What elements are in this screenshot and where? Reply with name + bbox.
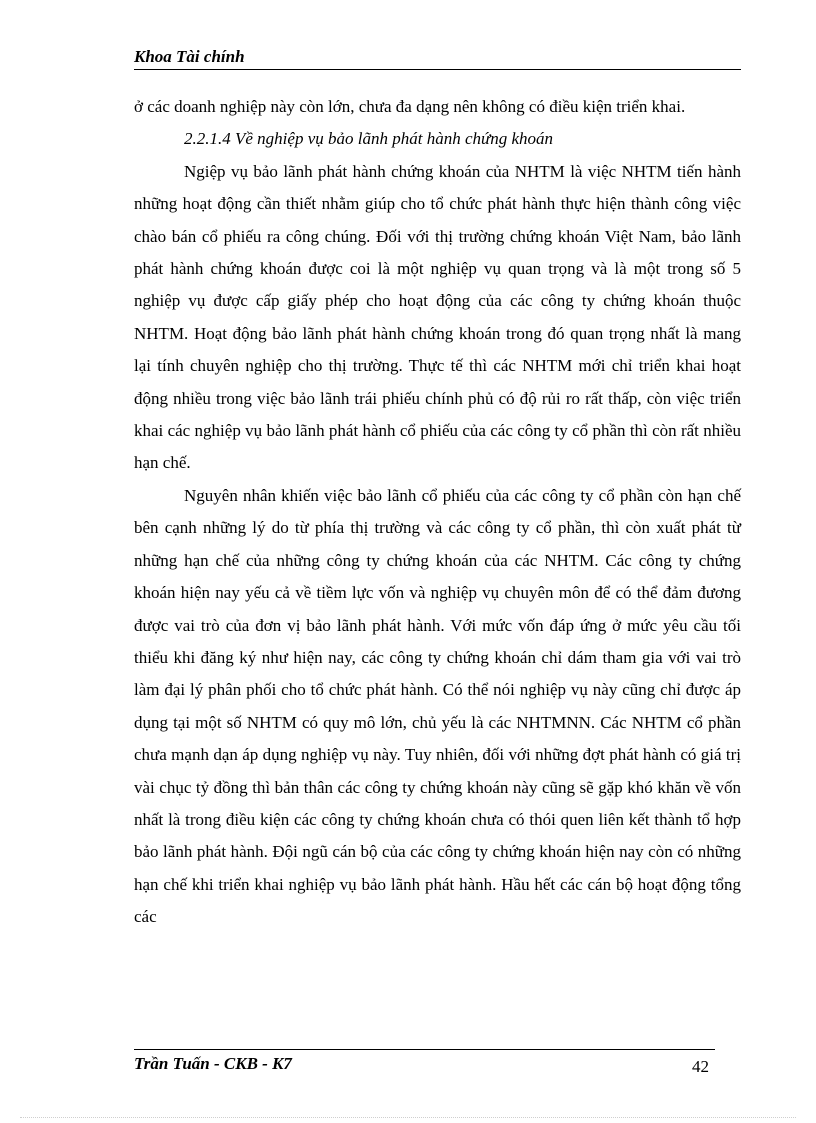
page-number: 42 xyxy=(692,1057,709,1076)
document-body xyxy=(134,91,741,934)
paragraph: Ngiệp vụ bảo lãnh phát hành chứng khoán của NHTM là việc NHTM tiến hành những hoạt động cần thiết nhằm giúp cho tổ chức phát hành thực hiện thành công việc chào bán cổ phiếu ra công chúng. Đối với thị trường chứng khoán Việt Nam, bảo lãnh phát hành chứng khoán được coi là một nghiệp vụ quan trọng và là một trong số 5 nghiệp vụ được cấp giấy phép cho hoạt động của các công ty chứng khoán thuộc NHTM. Hoạt động bảo lãnh phát hành chứng khoán trong đó quan trọng nhất là mang lại tính chuyên nghiệp cho thị trường. Thực tế thì các NHTM mới chỉ triển khai hoạt động nhiều trong việc bảo lãnh trái phiếu chính phủ có độ rủi ro rất thấp, còn việc triển khai các nghiệp vụ bảo lãnh phát hành cổ phiếu của các công ty cổ phần thì còn rất nhiều hạn chế. xyxy=(134,161,741,473)
header-divider xyxy=(134,69,741,70)
footer-author: Trần Tuấn - CKB - K7 xyxy=(134,1054,292,1073)
paragraph-continuation: ở các doanh nghiệp này còn lớn, chưa đa dạng nên không có điều kiện triển khai. xyxy=(134,97,686,116)
page-edge-divider xyxy=(20,1117,796,1118)
paragraph: Nguyên nhân khiến việc bảo lãnh cổ phiếu của các công ty cổ phần còn hạn chế bên cạnh những lý do từ phía thị trường và các công ty cổ phần, thì còn xuất phát từ những hạn chế của những công ty chứng khoán của các NHTM. Các công ty chứng khoán hiện nay yếu cả về tiềm lực vốn và nghiệp vụ chuyên môn để có thể đảm đương được vai trò của đơn vị bảo lãnh phát hành. Với mức vốn đáp ứng ở mức yêu cầu tối thiểu khi đăng ký như hiện nay, các công ty chứng khoán chỉ dám tham gia với vai trò làm đại lý phân phối cho tổ chức phát hành. Có thể nói nghiệp vụ này cũng chỉ được áp dụng tại một số NHTM có quy mô lớn, chủ yếu là các NHTMNN. Các NHTM cổ phần chưa mạnh dạn áp dụng nghiệp vụ này. Tuy nhiên, đối với những đợt phát hành có giá trị vài chục tỷ đồng thì bản thân các công ty chứng khoán này cũng sẽ gặp khó khăn về vốn nhất là trong điều kiện các công ty chứng khoán chưa có thói quen liên kết thành tổ hợp bảo lãnh phát hành. Đội ngũ cán bộ của các công ty chứng khoán hiện nay còn có những hạn chế khi triển khai nghiệp vụ bảo lãnh phát hành. Hầu hết các cán bộ hoạt động tổng các xyxy=(134,485,741,927)
section-subheading: 2.2.1.4 Về nghiệp vụ bảo lãnh phát hành chứng khoán xyxy=(184,129,554,149)
header-title: Khoa Tài chính xyxy=(134,47,245,66)
footer-divider xyxy=(134,1049,715,1050)
